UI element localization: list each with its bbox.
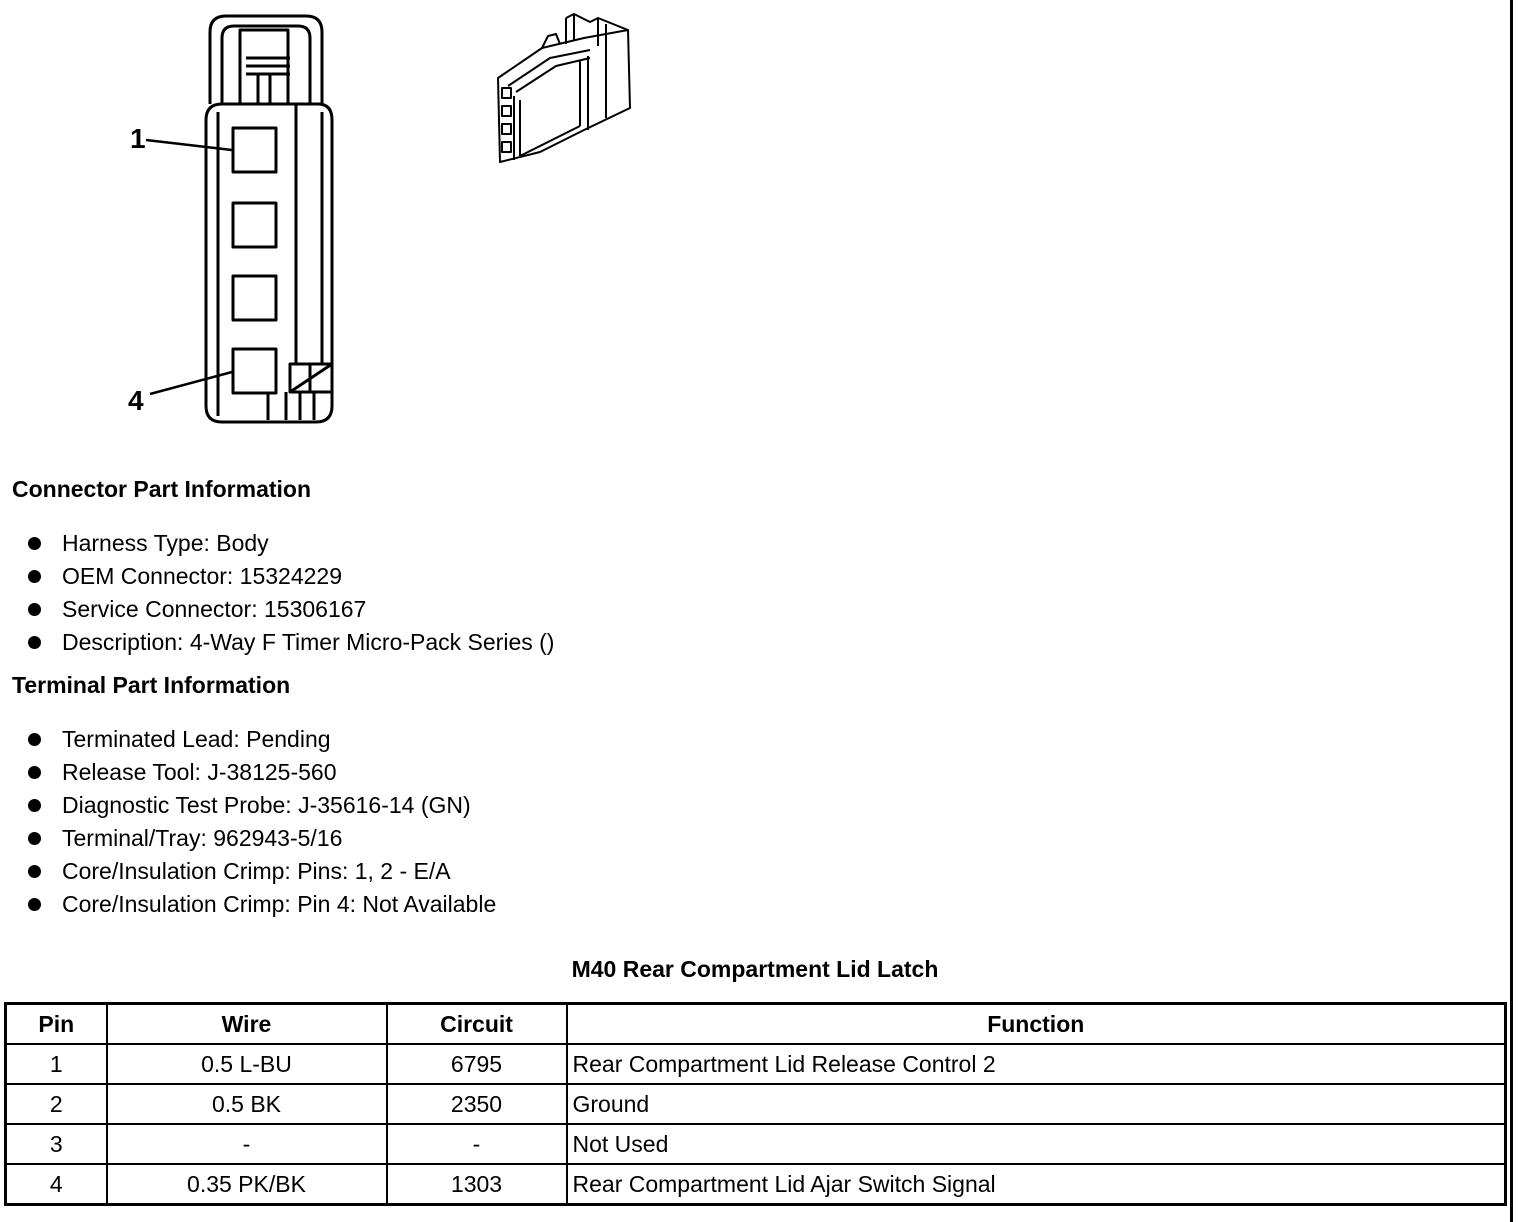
cell-wire: 0.5 L-BU xyxy=(107,1044,387,1084)
bullet-icon xyxy=(28,570,41,583)
bullet-icon xyxy=(28,865,41,878)
cell-pin: 2 xyxy=(6,1084,107,1124)
cell-circuit: 6795 xyxy=(387,1044,567,1084)
pin-4-leader-line xyxy=(150,372,232,394)
table-row xyxy=(6,1084,1506,1124)
pin-label-1: 1 xyxy=(130,123,146,154)
cell-pin: 3 xyxy=(6,1124,107,1164)
terminal-info-list xyxy=(28,723,496,921)
pin-table-title: M40 Rear Compartment Lid Latch xyxy=(571,956,939,982)
cell-pin: 1 xyxy=(6,1044,107,1084)
cell-pin: 4 xyxy=(6,1164,107,1205)
cell-wire: 0.35 PK/BK xyxy=(107,1164,387,1205)
connector-diagram xyxy=(0,0,700,440)
cell-function: Not Used xyxy=(567,1124,1506,1164)
col-header-pin: Pin xyxy=(6,1004,107,1045)
cavity-4 xyxy=(233,349,276,393)
cell-function: Rear Compartment Lid Ajar Switch Signal xyxy=(567,1164,1506,1205)
bullet-icon xyxy=(28,603,41,616)
connector-face-view xyxy=(146,16,332,422)
list-item: Core/Insulation Crimp: Pin 4: Not Available xyxy=(28,888,496,921)
col-header-function: Function xyxy=(567,1004,1506,1045)
terminal-info-heading: Terminal Part Information xyxy=(12,672,291,698)
cell-function: Rear Compartment Lid Release Control 2 xyxy=(567,1044,1506,1084)
bullet-icon xyxy=(28,766,41,779)
cell-function: Ground xyxy=(567,1084,1506,1124)
list-item: Description: 4-Way F Timer Micro-Pack Series () xyxy=(28,626,554,659)
bullet-icon xyxy=(28,636,41,649)
bullet-icon xyxy=(28,799,41,812)
list-item: Service Connector: 15306167 xyxy=(28,593,554,626)
cell-wire: 0.5 BK xyxy=(107,1084,387,1124)
connector-info-heading: Connector Part Information xyxy=(12,476,312,502)
cell-wire: - xyxy=(107,1124,387,1164)
list-item: Release Tool: J-38125-560 xyxy=(28,756,496,789)
table-row xyxy=(6,1124,1506,1164)
col-header-wire: Wire xyxy=(107,1004,387,1045)
table-header-row xyxy=(6,1004,1506,1045)
cavity-1 xyxy=(233,128,276,172)
list-item: OEM Connector: 15324229 xyxy=(28,560,554,593)
pin-table xyxy=(4,1002,1507,1206)
bullet-icon xyxy=(28,832,41,845)
list-item: Harness Type: Body xyxy=(28,527,554,560)
cavity-3 xyxy=(233,276,276,320)
bullet-icon xyxy=(28,537,41,550)
col-header-circuit: Circuit xyxy=(387,1004,567,1045)
bullet-icon xyxy=(28,733,41,746)
table-row xyxy=(6,1044,1506,1084)
list-item: Terminal/Tray: 962943-5/16 xyxy=(28,822,496,855)
connector-info-list xyxy=(28,527,554,659)
connector-isometric-view xyxy=(498,14,630,162)
bullet-icon xyxy=(28,898,41,911)
cavity-2 xyxy=(233,203,276,247)
page-right-border xyxy=(1510,0,1513,1222)
list-item: Core/Insulation Crimp: Pins: 1, 2 - E/A xyxy=(28,855,496,888)
list-item: Diagnostic Test Probe: J-35616-14 (GN) xyxy=(28,789,496,822)
pin-label-4: 4 xyxy=(128,385,144,416)
cell-circuit: 2350 xyxy=(387,1084,567,1124)
cell-circuit: 1303 xyxy=(387,1164,567,1205)
table-row xyxy=(6,1164,1506,1205)
list-item: Terminated Lead: Pending xyxy=(28,723,496,756)
cell-circuit: - xyxy=(387,1124,567,1164)
